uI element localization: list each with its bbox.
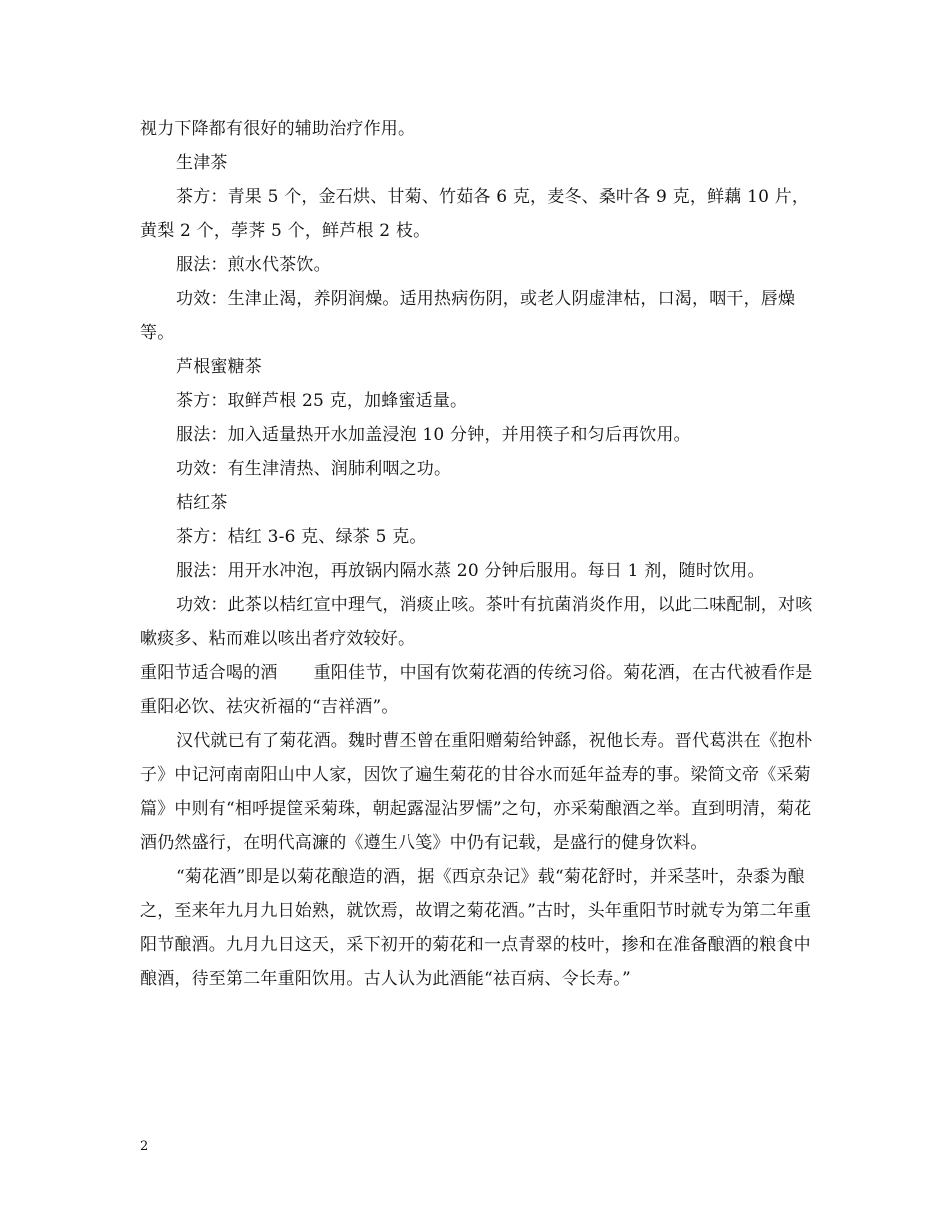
page-number: 2 [140,1139,149,1154]
paragraph: “菊花酒”即是以菊花酿造的酒，据《西京杂记》载“菊花舒时，并采茎叶，杂黍为酿之，至来年九月九日始熟，就饮焉，故谓之菊花酒。”古时，头年重阳节时就专为第二年重阳节酿酒。九月九日这天，采下初开的菊花和一点青翠的枝叶，掺和在准备酿酒的粮食中酿酒，待至第二年重阳饮用。古人认为此酒能“祛百病、令长寿。” [140,867,812,989]
paragraph: 功效：有生津清热、润肺利咽之功。 [176,459,452,479]
paragraph: 功效：此茶以桔红宣中理气，消痰止咳。茶叶有抗菌消炎作用，以此二味配制，对咳嗽痰多、粘而难以咳出者疗效较好。 [140,595,813,649]
paragraph: 服法：煎水代茶饮。 [176,255,331,275]
paragraph: 茶方：青果 5 个，金石烘、甘菊、竹茹各 6 克，麦冬、桑叶各 9 克，鲜藕 10 片，黄梨 2 个，荸荠 5 个，鲜芦根 2 枝。 [140,187,810,241]
paragraph: 服法：用开水冲泡，再放锅内隔水蒸 20 分钟后服用。每日 1 剂，随时饮用。 [176,561,765,581]
section-paragraph [140,656,818,724]
section-heading: 重阳节适合喝的酒 [140,663,278,683]
paragraph: 汉代就已有了菊花酒。魏时曹丕曾在重阳赠菊给钟繇，祝他长寿。晋代葛洪在《抱朴子》中记河南南阳山中人家，因饮了遍生菊花的甘谷水而延年益寿的事。梁简文帝《采菊篇》中则有“相呼提筐采菊珠，朝起露湿沾罗懦”之句，亦采菊酿酒之举。直到明清，菊花酒仍然盛行，在明代高濂的《遵生八笺》中仍有记载，是盛行的健身饮料。 [140,731,813,853]
paragraph: 茶方：取鲜芦根 25 克，加蜂蜜适量。 [176,391,468,411]
paragraph: 茶方：桔红 3-6 克、绿茶 5 克。 [176,527,427,547]
recipe-title: 生津茶 [176,153,228,173]
paragraph: 服法：加入适量热开水加盖浸泡 10 分钟，并用筷子和匀后再饮用。 [176,425,691,445]
recipe-title: 桔红茶 [176,493,228,513]
paragraph: 功效：生津止渴，养阴润燥。适用热病伤阴，或老人阴虚津枯，口渴，咽干，唇燥等。 [140,289,796,343]
paragraph: 视力下降都有很好的辅助治疗作用。 [140,119,416,139]
recipe-title: 芦根蜜糖茶 [176,357,262,377]
section-intro: 重阳佳节，中国有饮菊花酒的传统习俗。菊花酒，在古代被看作是重阳必饮、祛灾祈福的“吉祥酒”。 [140,663,813,717]
document-body [140,112,818,996]
